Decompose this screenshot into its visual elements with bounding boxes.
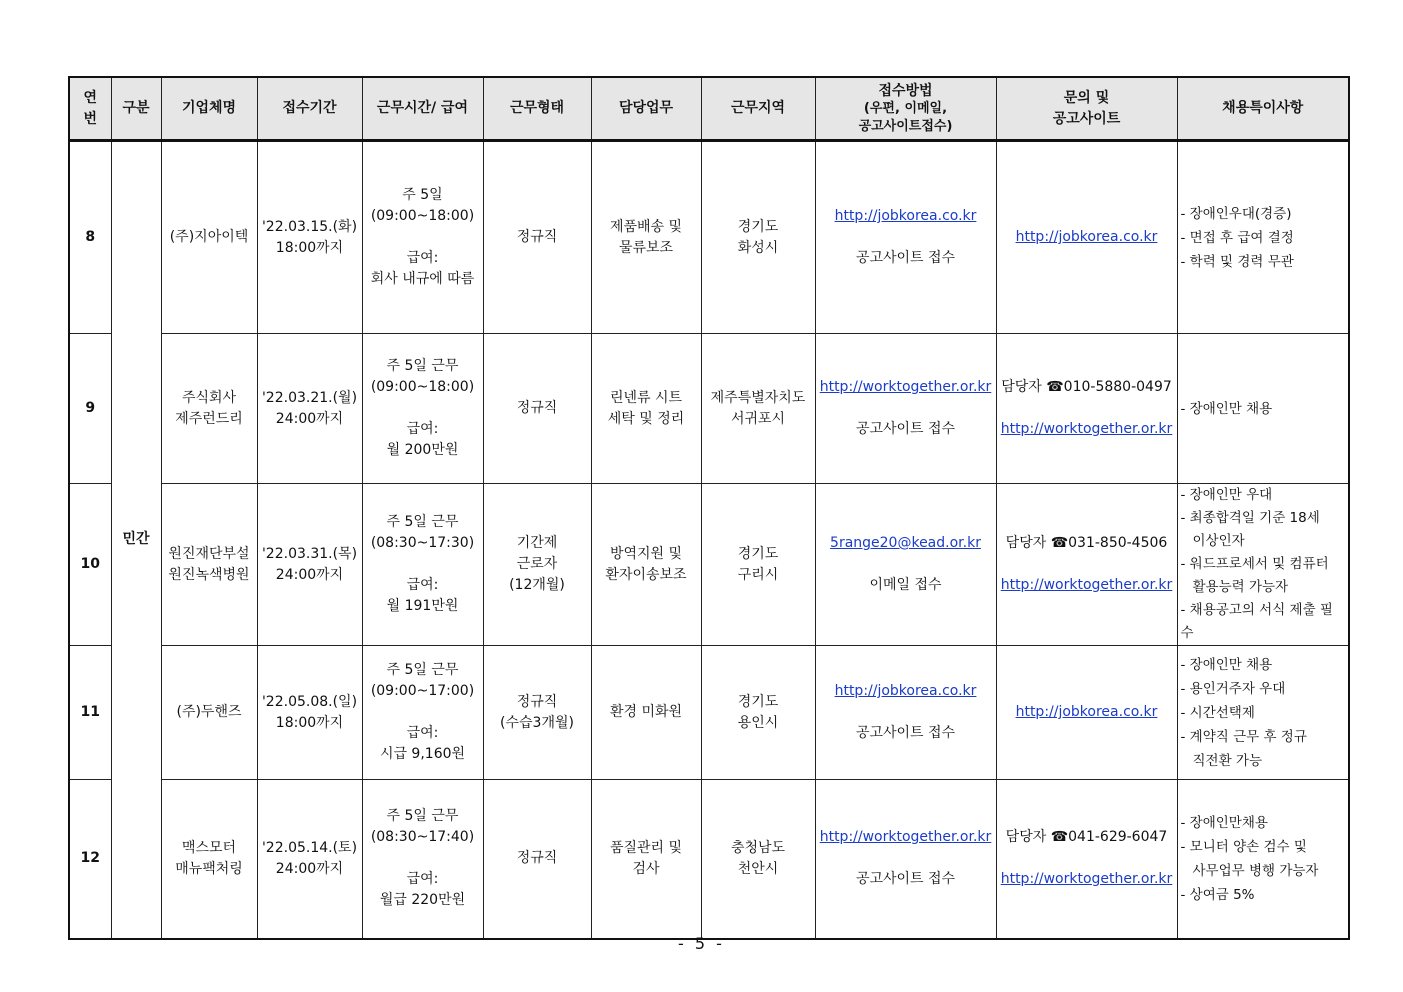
header-hours-pay: 근무시간/ 급여: [362, 77, 483, 141]
work-region: 경기도 구리시: [701, 484, 815, 646]
table-row: [69, 780, 1349, 939]
work-region: 충청남도 천안시: [701, 780, 815, 939]
application-method: http://jobkorea.co.kr 공고사이트 접수: [815, 646, 996, 780]
application-period: '22.05.08.(일) 18:00까지: [257, 646, 362, 780]
application-period: '22.03.15.(화) 18:00까지: [257, 141, 362, 334]
recruitment-table: [68, 76, 1350, 940]
work-region: 경기도 화성시: [701, 141, 815, 334]
contact-link[interactable]: http://jobkorea.co.kr: [1015, 704, 1158, 720]
company-name: (주)두핸즈: [161, 646, 257, 780]
contact-phone: 담당자 ☎010-5880-0497: [1001, 379, 1172, 395]
table-row: [69, 484, 1349, 646]
contact-site: [996, 646, 1177, 780]
company-name: 원진재단부설 원진녹색병원: [161, 484, 257, 646]
method-link[interactable]: http://jobkorea.co.kr: [834, 683, 977, 699]
work-region: 경기도 용인시: [701, 646, 815, 780]
header-contact: 문의 및 공고사이트: [996, 77, 1177, 141]
row-number: 8: [69, 141, 111, 334]
job-duty: 제품배송 및 물류보조: [591, 141, 701, 334]
application-period: '22.05.14.(토) 24:00까지: [257, 780, 362, 939]
hours-pay: 주 5일 근무 (09:00~17:00) 급여: 시급 9,160원: [362, 646, 483, 780]
contact-link[interactable]: http://worktogether.or.kr: [1000, 577, 1173, 593]
work-region: 제주특별자치도 서귀포시: [701, 334, 815, 484]
header-notes: 채용특이사항: [1177, 77, 1349, 141]
job-duty: 품질관리 및 검사: [591, 780, 701, 939]
row-number: 12: [69, 780, 111, 939]
contact-phone: 담당자 ☎041-629-6047: [1005, 829, 1168, 846]
hours-pay: 주 5일 근무 (09:00~18:00) 급여: 월 200만원: [362, 334, 483, 484]
hiring-notes: - 장애인만채용 - 모니터 양손 검수 및 사무업무 병행 가능자 - 상여금 5%: [1177, 780, 1349, 939]
header-no: 연 번: [69, 77, 111, 141]
row-number: 11: [69, 646, 111, 780]
contact-site: [996, 334, 1177, 484]
header-row: [69, 77, 1349, 141]
table-row: [69, 141, 1349, 334]
header-duty: 담당업무: [591, 77, 701, 141]
employment-type: 정규직: [483, 334, 591, 484]
header-period: 접수기간: [257, 77, 362, 141]
row-number: 9: [69, 334, 111, 484]
method-link[interactable]: http://worktogether.or.kr: [819, 829, 992, 846]
employment-type: 정규직: [483, 780, 591, 939]
header-region: 근무지역: [701, 77, 815, 141]
header-category: 구분: [111, 77, 161, 141]
contact-site: [996, 141, 1177, 334]
table-row: [69, 646, 1349, 780]
method-link[interactable]: http://worktogether.or.kr: [819, 379, 992, 395]
contact-link[interactable]: http://worktogether.or.kr: [1000, 871, 1173, 888]
employment-type: 정규직 (수습3개월): [483, 646, 591, 780]
company-name: 주식회사 제주런드리: [161, 334, 257, 484]
hours-pay: 주 5일 (09:00~18:00) 급여: 회사 내규에 따름: [362, 141, 483, 334]
job-duty: 방역지원 및 환자이송보조: [591, 484, 701, 646]
job-duty: 린넨류 시트 세탁 및 정리: [591, 334, 701, 484]
employment-type: 기간제 근로자 (12개월): [483, 484, 591, 646]
page-number: - 5 -: [678, 934, 725, 953]
contact-site: [996, 484, 1177, 646]
contact-phone: 담당자 ☎031-850-4506: [1005, 535, 1168, 551]
hiring-notes: - 장애인우대(경증) - 면접 후 급여 결정 - 학력 및 경력 무관: [1177, 141, 1349, 334]
hiring-notes: - 장애인만 채용: [1177, 334, 1349, 484]
employment-type: 정규직: [483, 141, 591, 334]
application-method: http://worktogether.or.kr 공고사이트 접수: [815, 334, 996, 484]
method-link[interactable]: 5range20@kead.or.kr: [830, 535, 981, 551]
header-type: 근무형태: [483, 77, 591, 141]
table-row: [69, 334, 1349, 484]
hiring-notes: - 장애인만 채용 - 용인거주자 우대 - 시간선택제 - 계약직 근무 후 정규 직전환 가능: [1177, 646, 1349, 780]
method-link[interactable]: http://jobkorea.co.kr: [834, 208, 977, 224]
hiring-notes: - 장애인만 우대 - 최종합격일 기준 18세 이상인자 - 워드프로세서 및 컴퓨터 활용능력 가능자 - 채용공고의 서식 제출 필수: [1177, 484, 1349, 646]
contact-site: [996, 780, 1177, 939]
company-name: 맥스모터 매뉴팩처링: [161, 780, 257, 939]
hours-pay: 주 5일 근무 (08:30~17:40) 급여: 월급 220만원: [362, 780, 483, 939]
application-method: http://jobkorea.co.kr 공고사이트 접수: [815, 141, 996, 334]
job-duty: 환경 미화원: [591, 646, 701, 780]
company-name: (주)지아이텍: [161, 141, 257, 334]
application-method: http://worktogether.or.kr 공고사이트 접수: [815, 780, 996, 939]
application-period: '22.03.21.(월) 24:00까지: [257, 334, 362, 484]
row-number: 10: [69, 484, 111, 646]
application-method: 5range20@kead.or.kr 이메일 접수: [815, 484, 996, 646]
header-method: 접수방법 (우편, 이메일, 공고사이트접수): [815, 77, 996, 141]
header-company: 기업체명: [161, 77, 257, 141]
contact-link[interactable]: http://worktogether.or.kr: [1000, 421, 1173, 437]
application-period: '22.03.31.(목) 24:00까지: [257, 484, 362, 646]
category-cell: 민간: [111, 141, 161, 939]
contact-link[interactable]: http://jobkorea.co.kr: [1015, 229, 1158, 245]
hours-pay: 주 5일 근무 (08:30~17:30) 급여: 월 191만원: [362, 484, 483, 646]
